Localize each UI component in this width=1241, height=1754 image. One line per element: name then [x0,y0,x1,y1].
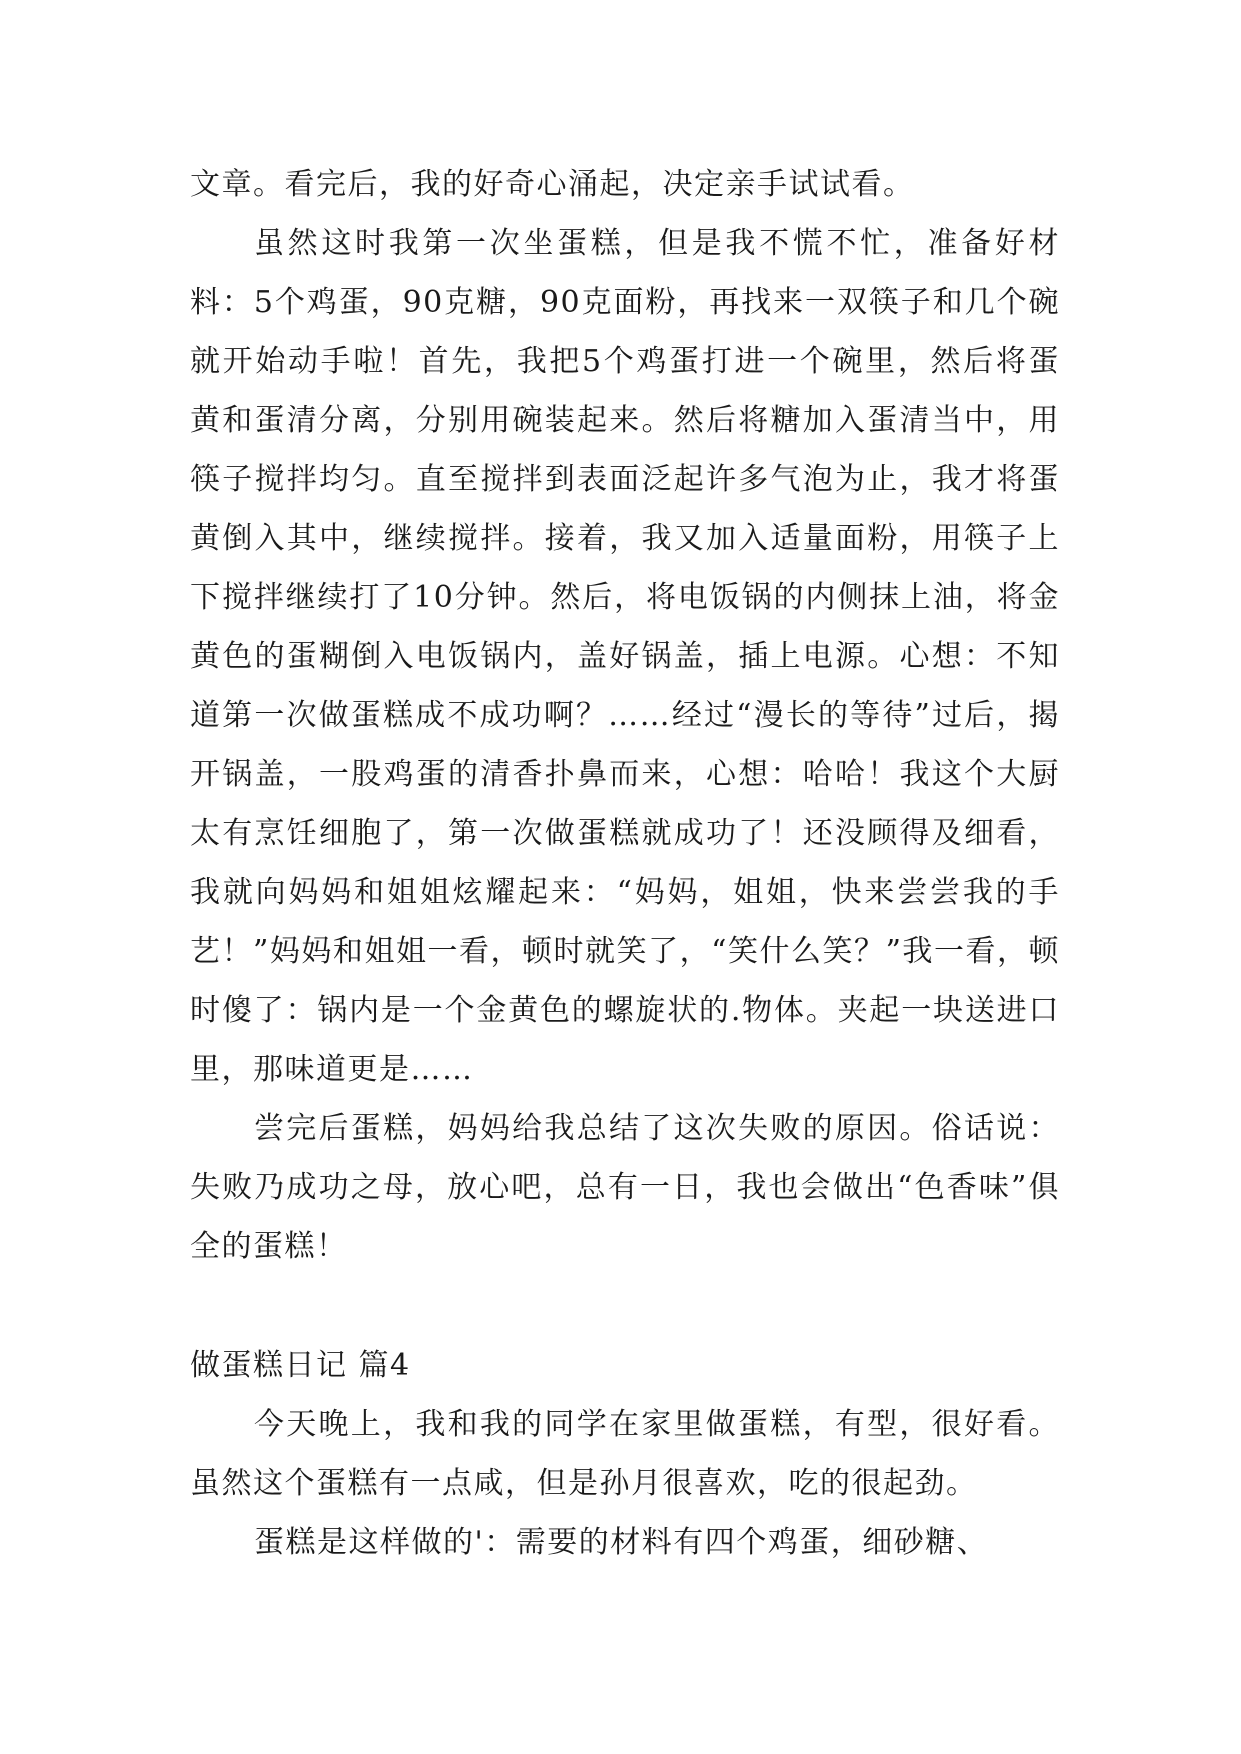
section-spacer [190,1276,1060,1336]
paragraph-cake-making-story: 虽然这时我第一次坐蛋糕，但是我不慌不忙，准备好材料：5个鸡蛋，90克糖，90克面粉，再找来一双筷子和几个碗就开始动手啦！首先，我把5个鸡蛋打进一个碗里，然后将蛋黄和蛋清分离，分别用碗装起来。然后将糖加入蛋清当中，用筷子搅拌均匀。直至搅拌到表面泛起许多气泡为止，我才将蛋黄倒入其中，继续搅拌。接着，我又加入适量面粉，用筷子上下搅拌继续打了10分钟。然后，将电饭锅的内侧抹上油，将金黄色的蛋糊倒入电饭锅内，盖好锅盖，插上电源。心想：不知道第一次做蛋糕成不成功啊？……经过“漫长的等待”过后，揭开锅盖，一股鸡蛋的清香扑鼻而来，心想：哈哈！我这个大厨太有烹饪细胞了，第一次做蛋糕就成功了！还没顾得及细看，我就向妈妈和姐姐炫耀起来：“妈妈，姐姐，快来尝尝我的手艺！”妈妈和姐姐一看，顿时就笑了，“笑什么笑？”我一看，顿时傻了：锅内是一个金黄色的螺旋状的.物体。夹起一块送进口里，那味道更是…… [190,226,1060,1087]
paragraph-conclusion: 尝完后蛋糕，妈妈给我总结了这次失败的原因。俗话说：失败乃成功之母，放心吧，总有一日，我也会做出“色香味”俱全的蛋糕！ [190,1111,1060,1264]
paragraph-continuation: 文章。看完后，我的好奇心涌起，决定亲手试试看。 [190,167,915,202]
document-body [190,155,1060,1572]
paragraph-ingredients: 蛋糕是这样做的'：需要的材料有四个鸡蛋，细砂糖、 [254,1525,989,1560]
section-heading: 做蛋糕日记 篇4 [190,1348,411,1383]
paragraph-evening-baking: 今天晚上，我和我的同学在家里做蛋糕，有型，很好看。虽然这个蛋糕有一点咸，但是孙月很喜欢，吃的很起劲。 [190,1407,1060,1501]
